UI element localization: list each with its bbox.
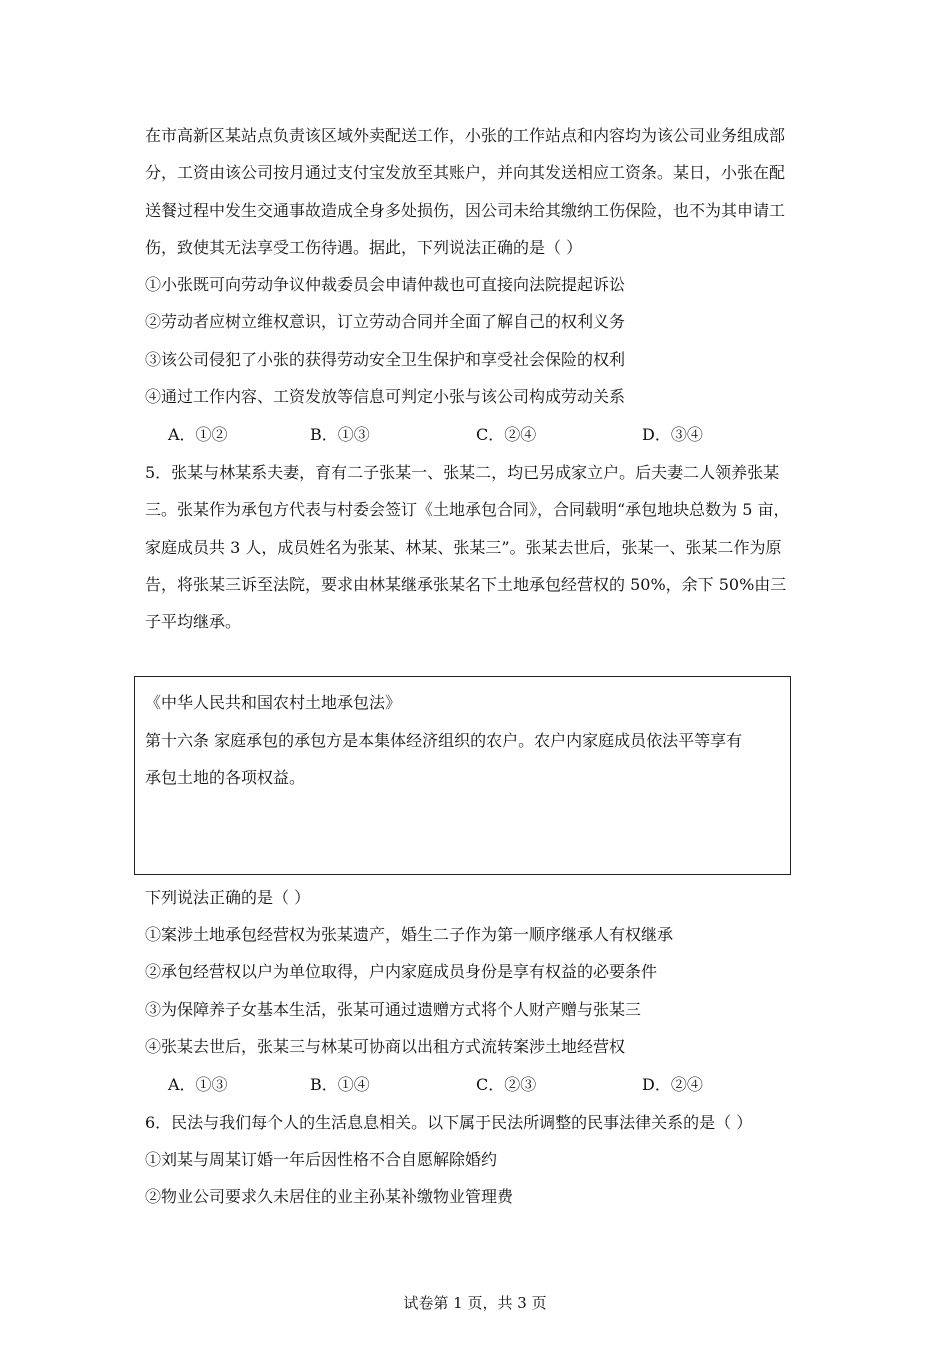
q4-option-a[interactable]: A．①② (168, 425, 228, 444)
q5-stem-line-1: 5．张某与林某系夫妻，育有二子张某一、张某二，均已另成家立户。后夫妻二人领养张某 (145, 463, 780, 482)
q6-stem: 6．民法与我们每个人的生活息息相关。以下属于民法所调整的民事法律关系的是（ ） (145, 1113, 753, 1132)
q4-statement-2: ②劳动者应树立维权意识，订立劳动合同并全面了解自己的权利义务 (145, 312, 626, 331)
q5-statement-4: ④张某去世后，张某三与林某可协商以出租方式流转案涉土地经营权 (145, 1037, 626, 1056)
law-title: 《中华人民共和国农村土地承包法》 (145, 693, 402, 712)
q5-statement-2: ②承包经营权以户为单位取得，户内家庭成员身份是享有权益的必要条件 (145, 962, 658, 981)
q4-stem-line-3: 送餐过程中发生交通事故造成全身多处损伤，因公司未给其缴纳工伤保险，也不为其申请工 (145, 201, 786, 220)
q5-options (145, 1075, 845, 1095)
q6-statement-1: ①刘某与周某订婚一年后因性格不合自愿解除婚约 (145, 1150, 498, 1169)
page-footer: 试卷第 1 页，共 3 页 (403, 1294, 547, 1312)
law-article-line-1: 第十六条 家庭承包的承包方是本集体经济组织的农户。农户内家庭成员依法平等享有 (145, 731, 743, 750)
q5-stem-line-5: 子平均继承。 (145, 612, 242, 631)
q5-stem-line-3: 家庭成员共 3 人，成员姓名为张某、林某、张某三”。张某去世后，张某一、张某二作为原 (145, 538, 782, 557)
q5-option-a[interactable]: A．①③ (168, 1075, 228, 1094)
q4-statement-1: ①小张既可向劳动争议仲裁委员会申请仲裁也可直接向法院提起诉讼 (145, 275, 626, 294)
law-excerpt-box (134, 676, 791, 875)
q4-stem-line-4: 伤，致使其无法享受工伤待遇。据此，下列说法正确的是（ ） (145, 238, 583, 257)
q4-option-b[interactable]: B．①③ (310, 425, 370, 444)
q4-statement-4: ④通过工作内容、工资发放等信息可判定小张与该公司构成劳动关系 (145, 387, 626, 406)
q6-statement-2: ②物业公司要求久未居住的业主孙某补缴物业管理费 (145, 1187, 514, 1206)
q5-statement-3: ③为保障养子女基本生活，张某可通过遗赠方式将个人财产赠与张某三 (145, 1000, 642, 1019)
q4-statement-3: ③该公司侵犯了小张的获得劳动安全卫生保护和享受社会保险的权利 (145, 350, 626, 369)
q4-stem-line-1: 在市高新区某站点负责该区域外卖配送工作，小张的工作站点和内容均为该公司业务组成部 (145, 126, 786, 145)
q5-statement-1: ①案涉土地承包经营权为张某遗产，婚生二子作为第一顺序继承人有权继承 (145, 925, 674, 944)
q4-stem-line-2: 分，工资由该公司按月通过支付宝发放至其账户，并向其发送相应工资条。某日，小张在配 (145, 163, 786, 182)
q5-stem-line-2: 三。张某作为承包方代表与村委会签订《土地承包合同》，合同载明“承包地块总数为 5 亩， (145, 500, 790, 519)
q5-option-d[interactable]: D．②④ (642, 1075, 703, 1094)
q5-option-b[interactable]: B．①④ (310, 1075, 370, 1094)
law-article-line-2: 承包土地的各项权益。 (145, 768, 306, 787)
q4-option-d[interactable]: D．③④ (642, 425, 703, 444)
q5-stem-line-4: 告，将张某三诉至法院，要求由林某继承张某名下土地承包经营权的 50%，余下 50%由三 (145, 575, 787, 594)
q5-prompt: 下列说法正确的是（ ） (145, 888, 311, 907)
q5-option-c[interactable]: C．②③ (476, 1075, 537, 1094)
q4-option-c[interactable]: C．②④ (476, 425, 537, 444)
q4-options (145, 425, 845, 445)
